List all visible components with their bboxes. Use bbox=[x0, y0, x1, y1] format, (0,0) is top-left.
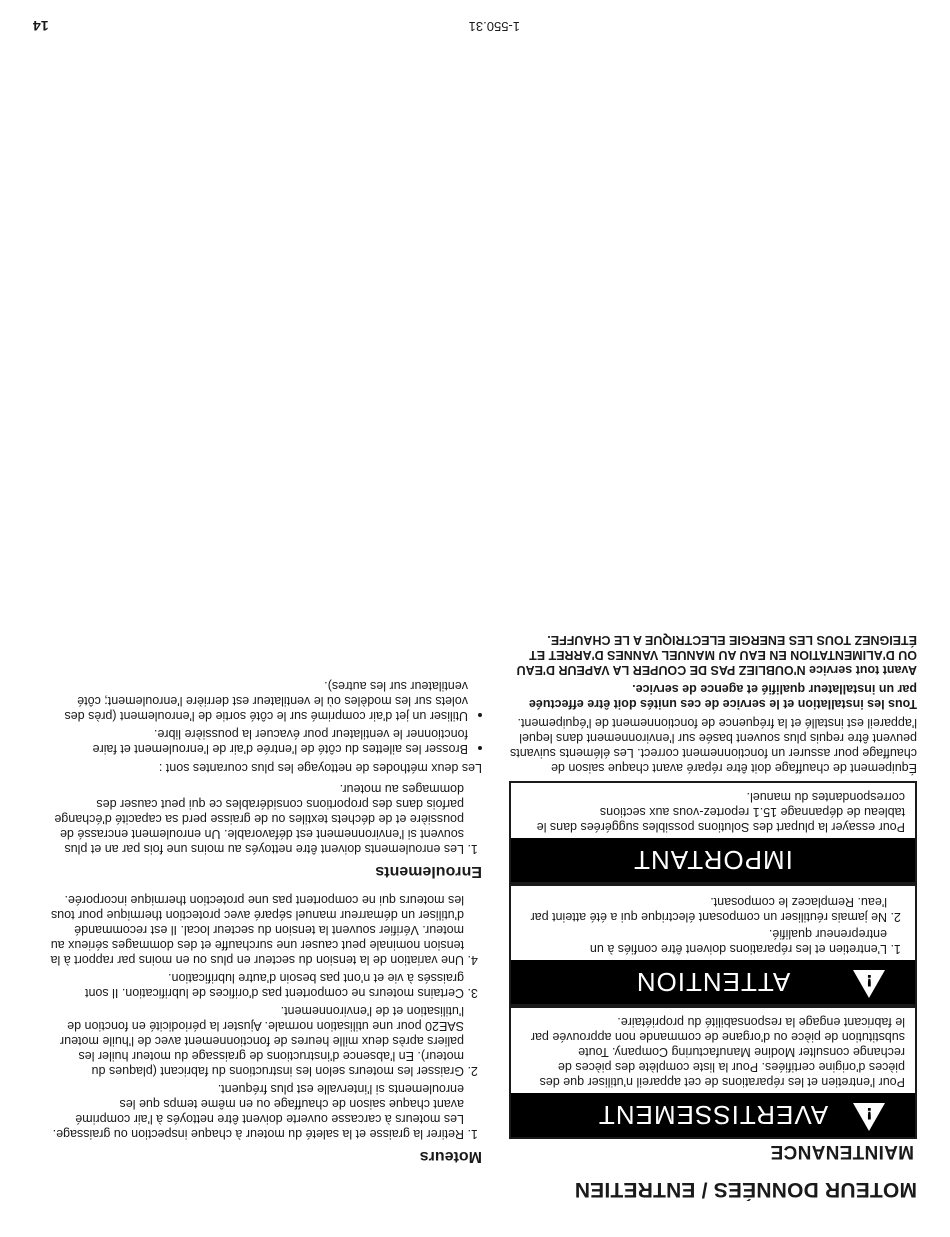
important-text: Pour essayer la plupart des Solutions possibles suggérées dans le tableau de dépannage 15.1 reportez-vous aux sections correspondantes du manuel. bbox=[536, 790, 905, 834]
list-item: 2. Ne jamais réutiliser un composant électrique qui a été atteint par l'eau. Remplacez le composant. bbox=[519, 894, 887, 924]
important-label: IMPORTANT bbox=[633, 845, 793, 876]
avertissement-text: Pour l'entretien et les réparations de cet appareil n'utiliser que des pièces d'origine certifiées. Pour la liste complète des pièces de rechange consulter Modine Manufacturing Company. Toute substitution de pièce ou d'organe de commande non approuvée par le fabricant engage la responsabilité du propriétaire. bbox=[530, 1015, 905, 1089]
maintenance-column bbox=[509, 628, 917, 1139]
moteurs-list bbox=[42, 892, 482, 1141]
page-number: 14 bbox=[33, 18, 49, 34]
warning-triangle-icon: ! bbox=[853, 970, 885, 998]
document-number: 1-550.31 bbox=[468, 19, 520, 34]
list-item: 4. Une variation de la tension du secteur en plus ou en moins par rapport à la tension nominale peut causer une surchauffe et des dommages sérieux au moteur. Vérifier souvent la tension du secteur local. Il est recommandé d'utiliser un démarreur manuel séparé avec protection thermique pour tous les moteurs qui ne comportent pas une protection thermique incorporée. bbox=[42, 892, 464, 967]
list-item: 1. Retirer la graisse et la saleté du moteur à chaque inspection ou graissage. Les moteurs à carcasse ouverte doivent être nettoyés à l'air comprimé avant chaque saison de chauffage ou en même temps que les enroulements si l'intervalle est plus fréquent. bbox=[42, 1081, 464, 1141]
maintenance-body bbox=[509, 632, 917, 775]
attention-list bbox=[519, 894, 905, 956]
maintenance-intro: Équipement de chauffage doit être réparé avant chaque saison de chauffage pour assurer un fonctionnement correct. Les éléments suivants peuvent être requis plus souvent basée sur l'environnement dans lequel l'appareil est installé et la fréquence de fonctionnement de l'équipement. bbox=[510, 716, 917, 775]
page-title: MOTEUR DONNÉES / ENTRETIEN bbox=[574, 1178, 917, 1201]
enroulements-methods-intro: Les deux méthodes de nettoyage les plus courantes sont : bbox=[158, 761, 482, 775]
attention-banner bbox=[511, 960, 915, 1004]
avertissement-box bbox=[509, 1006, 917, 1139]
list-item: 1. Les enroulements doivent être nettoyés au moins une fois par an et plus souvent si l'environnement est défavorable. Un enroulement encrassé de poussière et de déchets textiles ou de graisse perd sa capacité d'échange parfois dans des proportions considérables ce qui peut causer des dommages au moteur. bbox=[42, 781, 464, 856]
moteurs-column bbox=[42, 675, 482, 1165]
section-heading: MAINTENANCE bbox=[770, 1141, 914, 1162]
warning-triangle-icon: ! bbox=[853, 1103, 885, 1131]
enroulements-bullets bbox=[42, 678, 482, 756]
enroulements-list bbox=[42, 781, 482, 856]
list-item: 2. Graisser les moteurs selon les instructions du fabricant (plaques du moteur). En l'absence d'instructions de graissage du moteur huiler les paliers après deux mille heures de fonctionnement avec de l'huile moteur SAE20 pour une utilisation normale. Ajuster la périodicité en fonction de l'utilisation et de l'environnement. bbox=[42, 1003, 464, 1078]
maintenance-qualified-note: Tous les installation et le service de ces unités doit être effectuée par un installateur qualifié et agence de service. bbox=[528, 682, 917, 711]
important-banner bbox=[511, 838, 915, 882]
attention-text bbox=[511, 886, 915, 960]
list-item: 3. Certains moteurs ne comportent pas d'orifices de lubrification. Il sont graissés à vie et n'ont pas besoin d'autre lubrification. bbox=[42, 970, 464, 1000]
attention-box bbox=[509, 884, 917, 1006]
list-item: 1. L'entretien et les réparations doivent être confiés à un entrepreneur qualifié. bbox=[519, 926, 887, 956]
list-item: • Brosser les ailettes du côté de l'entrée d'air de l'enroulement et faire fonctionner le ventilateur pour évacuer la poussière libre. bbox=[42, 726, 468, 756]
enroulements-heading: Enroulements bbox=[375, 863, 482, 880]
moteurs-heading: Moteurs bbox=[419, 1148, 482, 1165]
list-item: • Utiliser un jet d'air comprimé sur le côté sortie de l'enroulement (près des volets sur les modèles où le ventilateur est derrière l'enroulement; côté ventilateur sur les autres). bbox=[42, 678, 468, 723]
maintenance-shutoff-note: Avant tout service N'OUBLIEZ PAS DE COUPER LA VAPEUR D'EAU OU D'ALIMENTATION EN EAU AU MANUEL VANNES D'ARRET ET ÉTEIGNEZ TOUS LES ENERGIE ELECTRIQUE A LE CHAUFFE. bbox=[516, 633, 917, 677]
attention-label: ATTENTION bbox=[635, 967, 791, 998]
avertissement-label: AVERTISSEMENT bbox=[597, 1100, 829, 1131]
important-box bbox=[509, 781, 917, 884]
avertissement-banner bbox=[511, 1093, 915, 1137]
